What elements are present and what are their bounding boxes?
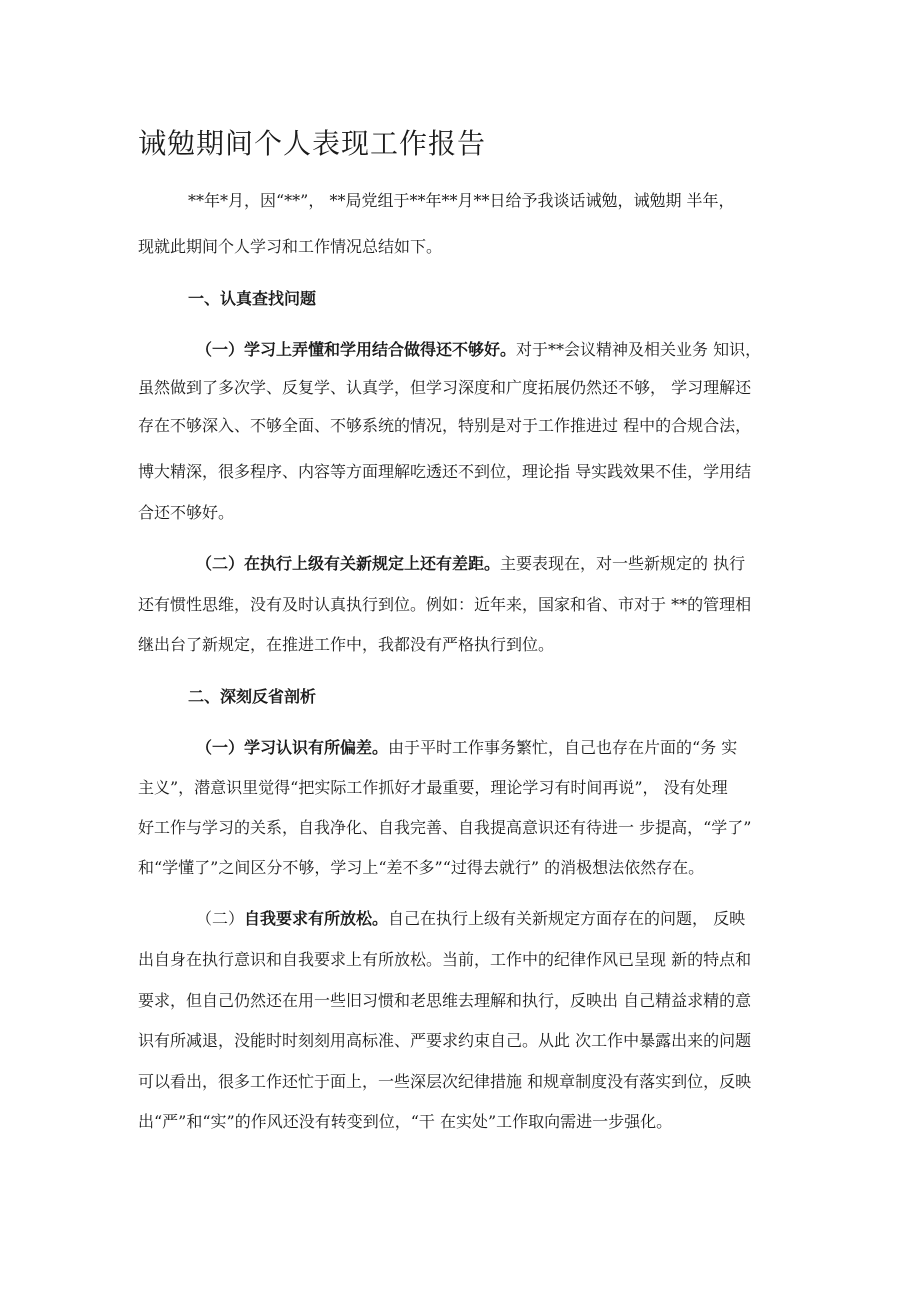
section-heading-1: 一、认真查找问题: [188, 289, 317, 308]
s2-p2-line-4: 识有所减退，没能时时刻刻用高标准、严要求约束自己。从此 次工作中暴露出来的问题: [138, 1031, 752, 1050]
s1-p1-line-2: 虽然做到了多次学、反复学、认真学，但学习深度和广度拓展仍然还不够， 学习理解还: [138, 378, 752, 397]
s1-p2-line-2: 还有惯性思维，没有及时认真执行到位。例如：近年来，国家和省、市对于 **的管理相: [138, 595, 752, 614]
intro-line-2: 现就此期间个人学习和工作情况总结如下。: [138, 237, 443, 256]
s2-p1-lead: （一）学习认识有所偏差。: [196, 738, 389, 757]
s2-p2-line-3: 要求，但自己仍然还在用一些旧习惯和老思维去理解和执行，反映出 自己精益求精的意: [138, 991, 752, 1010]
s1-p2-line-1-text: 主要表现在，对一些新规定的 执行: [500, 554, 746, 573]
s2-p1-line-2: 主义”，潜意识里觉得“把实际工作抓好才最重要，理论学习有时间再说”， 没有处理: [138, 778, 728, 797]
s2-p2-line-1: [196, 908, 745, 930]
intro-line-1: **年*月，因“**”， **局党组于**年**月**日给予我谈话诫勉，诫勉期 半年，: [188, 191, 735, 210]
s2-p1-line-1-text: 由于平时工作事务繁忙，自己也存在片面的“务 实: [388, 738, 738, 757]
s2-p1-line-1: [196, 737, 737, 759]
s1-p1-lead: （一）学习上弄懂和学用结合做得还不够好。: [196, 340, 517, 359]
s2-p2-line-6: 出“严”和“实”的作风还没有转变到位，“干 在实处”工作取向需进一步强化。: [138, 1112, 673, 1131]
section-heading-2: 二、深刻反省剖析: [188, 687, 317, 706]
s2-p2-line-2: 出自身在执行意识和自我要求上有所放松。当前，工作中的纪律作风已呈现 新的特点和: [138, 950, 752, 969]
s2-p2-lead: 自我要求有所放松。: [244, 909, 389, 928]
s2-p2-lead-number: （二）: [196, 909, 245, 928]
s1-p1-line-1-text: 对于**会议精神及相关业务 知识，: [516, 340, 762, 359]
document-title: 诫勉期间个人表现工作报告: [138, 127, 487, 160]
s1-p1-line-4: 博大精深，很多程序、内容等方面理解吃透还不到位，理论指 导实践效果不佳，学用结: [138, 462, 752, 481]
s1-p2-line-1: [196, 553, 745, 575]
s1-p1-line-5: 合还不够好。: [138, 503, 235, 522]
s2-p1-line-3: 好工作与学习的关系，自我净化、自我完善、自我提高意识还有待进一 步提高，“学了”: [138, 818, 752, 837]
s2-p1-line-4: 和“学懂了”之间区分不够，学习上“差不多”“过得去就行” 的消极想法依然存在。: [138, 858, 705, 877]
s1-p1-line-1: [196, 339, 761, 361]
s1-p2-line-3: 继出台了新规定，在推进工作中，我都没有严格执行到位。: [138, 635, 555, 654]
s1-p2-lead: （二）在执行上级有关新规定上还有差距。: [196, 554, 501, 573]
s2-p2-line-1-text: 自己在执行上级有关新规定方面存在的问题， 反映: [388, 909, 746, 928]
s1-p1-line-3: 存在不够深入、不够全面、不够系统的情况，特别是对于工作推进过 程中的合规合法，: [138, 416, 752, 435]
s2-p2-line-5: 可以看出，很多工作还忙于面上，一些深层次纪律措施 和规章制度没有落实到位，反映: [138, 1072, 752, 1091]
